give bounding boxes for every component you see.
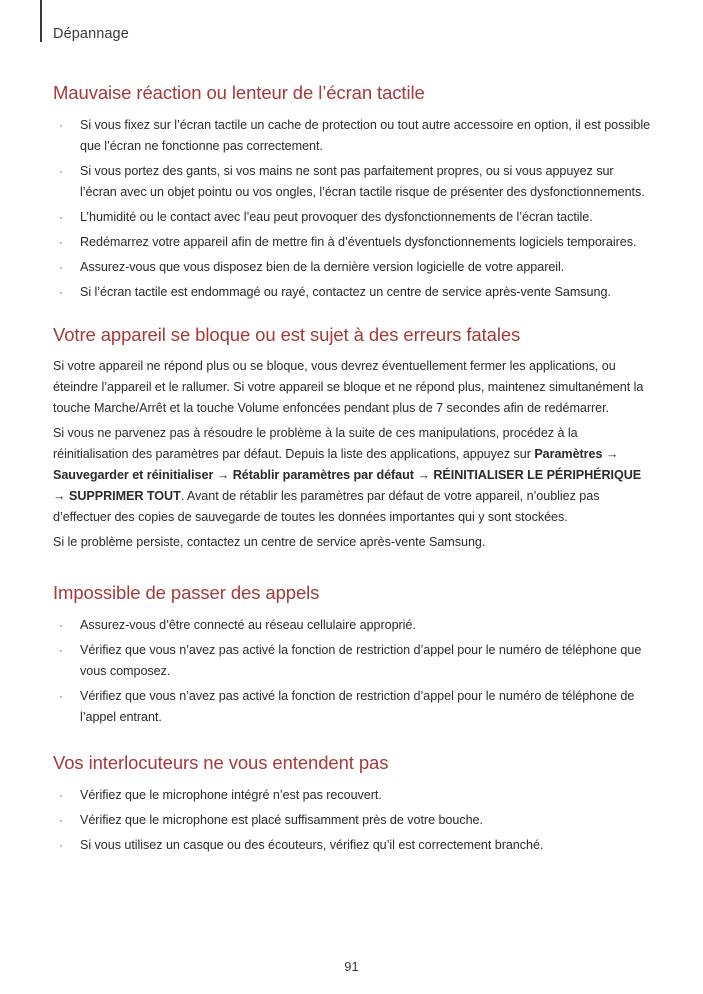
list-item: · Si vous portez des gants, si vos mains ne sont pas parfaitement propres, ou si vous appuyez sur l’écran avec un objet pointu ou vos ongles, l’écran tactile risque de présenter des dysfonctionnements. [53, 161, 653, 203]
arrow-icon: → [602, 447, 619, 461]
paragraph-reset-instructions: Si vous ne parvenez pas à résoudre le problème à la suite de ces manipulations, procédez à la réinitialisation des paramètres par défaut. Depuis la liste des applications, appuyez sur Paramètres → Sauvegarder et réinitialiser → Rétablir paramètres par défaut → RÉINITIALISER LE PÉRIPHÉRIQUE → SUPPRIMER TOUT. Avant de rétablir les paramètres par défaut de votre appareil, n’oubliez pas d’effectuer des copies de sauvegarde de toutes les données importantes qui y sont stockées. [53, 426, 642, 524]
section-header: Dépannage [53, 26, 129, 42]
list-item: · Assurez-vous que vous disposez bien de la dernière version logicielle de votre appareil. [53, 257, 653, 278]
menu-path-step: Paramètres [534, 447, 603, 461]
section-microphone [53, 750, 653, 856]
list-item: · Assurez-vous d’être connecté au réseau cellulaire approprié. [53, 615, 653, 636]
bullet-icon: · [59, 813, 63, 827]
bullet-list [53, 785, 653, 856]
bullet-icon: · [59, 285, 63, 299]
arrow-icon: → [413, 468, 434, 482]
section-title: Votre appareil se bloque ou est sujet à des erreurs fatales [53, 324, 521, 345]
bullet-icon: · [59, 210, 63, 224]
bullet-icon: · [59, 235, 63, 249]
list-item: · L’humidité ou le contact avec l’eau peut provoquer des dysfonctionnements de l’écran tactile. [53, 207, 653, 228]
section-touchscreen [53, 80, 653, 303]
section-body [53, 356, 653, 553]
section-calls [53, 580, 653, 728]
menu-path-step: RÉINITIALISER LE PÉRIPHÉRIQUE [433, 468, 642, 482]
list-item: · Vérifiez que vous n’avez pas activé la fonction de restriction d’appel pour le numéro de téléphone que vous composez. [53, 640, 653, 682]
bullet-icon: · [59, 838, 63, 852]
arrow-icon: → [53, 489, 69, 503]
list-item: · Si l’écran tactile est endommagé ou rayé, contactez un centre de service après-vente Samsung. [53, 282, 653, 303]
corner-rule [40, 0, 42, 42]
bullet-icon: · [59, 618, 63, 632]
arrow-icon: → [213, 468, 233, 482]
bullet-icon: · [59, 118, 63, 132]
bullet-icon: · [59, 643, 63, 657]
list-item: · Si vous fixez sur l’écran tactile un cache de protection ou tout autre accessoire en option, il est possible que l’écran ne fonctionne pas correctement. [53, 115, 653, 157]
page-number: 91 [344, 959, 359, 974]
paragraph: Si le problème persiste, contactez un centre de service après-vente Samsung. [53, 535, 486, 549]
list-item: · Redémarrez votre appareil afin de mettre fin à d’éventuels dysfonctionnements logiciels temporaires. [53, 232, 653, 253]
bullet-list [53, 615, 653, 728]
list-item: · Vérifiez que vous n’avez pas activé la fonction de restriction d’appel pour le numéro de téléphone de l’appel entrant. [53, 686, 653, 728]
menu-path-step: SUPPRIMER TOUT [69, 489, 181, 503]
section-freeze [53, 322, 653, 553]
bullet-list [53, 115, 653, 303]
bullet-icon: · [59, 164, 63, 178]
paragraph: Si votre appareil ne répond plus ou se bloque, vous devrez éventuellement fermer les applications, ou éteindre l’appareil et le rallumer. Si votre appareil se bloque et ne répond plus, maintenez simultanément la touche Marche/Arrêt et la touche Volume enfoncées pendant plus de 7 secondes afin de redémarrer. [53, 359, 644, 415]
section-title: Mauvaise réaction ou lenteur de l’écran tactile [53, 82, 425, 103]
bullet-icon: · [59, 788, 63, 802]
bullet-icon: · [59, 260, 63, 274]
section-title: Impossible de passer des appels [53, 582, 320, 603]
list-item: · Vérifiez que le microphone est placé suffisamment près de votre bouche. [53, 810, 653, 831]
menu-path-step: Sauvegarder et réinitialiser [53, 468, 214, 482]
bullet-icon: · [59, 689, 63, 703]
list-item: · Si vous utilisez un casque ou des écouteurs, vérifiez qu’il est correctement branché. [53, 835, 653, 856]
section-title: Vos interlocuteurs ne vous entendent pas [53, 752, 389, 773]
menu-path-step: Rétablir paramètres par défaut [232, 468, 414, 482]
page-content [53, 80, 653, 856]
list-item: · Vérifiez que le microphone intégré n’est pas recouvert. [53, 785, 653, 806]
